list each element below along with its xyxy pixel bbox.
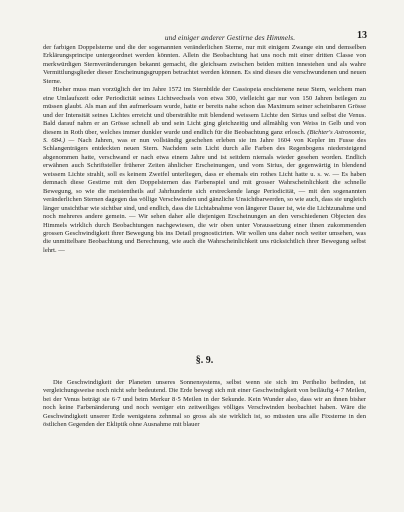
reference-citation: (Bichter's Astronomie, S. 684.) — [43, 128, 367, 144]
paragraph-2-cont: Nach Jahren, was er nun vollständig geschehen erleben sie im Jahre 1604 von Kepler im Fusse des Schlangenträgers entdeckten neuen Stern. Nachdem sein Licht durch alle Farben des Regenbogens niedersteigend abgenommen hatte, verschwand er nach etwa einem Jahre und ist seitdem niemals wieder gesehen worden. Endlich erwähnen auch Schriftsteller früherer Zeiten ähnlicher Erscheinungen, und vom Sirius, der gegenwärtig in blendend weissem Lichte strahlt, soll es keinem Zweifel unterliegen, dass er ehemals ein rothes Licht hatte u. s. w. — Es haben demnach diese Gestirne mit den Doppelsternen das Farbenspiel und mit grosser Wahrscheinlichkeit die schnelle Bewegung, so wie die meistentheils auf Jahrhunderte sich erstreckende lange Periodicität, — mit den sogenannten veränderlichen Sternen dagegen das völlige Verschwinden und gänzliche Unsichtbarwerden, so wie auch, dass sie ungleich länger unsichtbar wie sichtbar sind, und endlich, dass die Lichtabnahme von längerer Dauer ist, wie die Lichtzunahme und noch mehreres andere gemein. — Wir sehen daher alle diejenigen Erscheinungen an den verschiedenen Objecten des Himmels wirklich durch Beobachtungen nachgewiesen, die wir oben unter Voraussetzung einer ihnen zukommenden grossen Geschwindigkeit ihrer Bewegung bis ins Detail prognosticirten. Wir wollen uns daher noch weiter umsehen, was die unmittelbare Beobachtung und Berechnung, wie auch die Wahrscheinlichkeit uns rücksichtlich ihrer Bewegung selbst lehrt. — [43, 136, 366, 254]
main-text [43, 44, 366, 255]
paragraph-3: Die Geschwindigkeit der Planeten unseres Sonnensystems, selbst wenn sie sich im Perihelio befinden, ist vergleichungsweise noch nicht sehr bedeutend. Die Erde bewegt sich mit einer Geschwindigkeit von beiläufig 4·7 Meilen, bei der Venus beträgt sie 6·7 und beim Merkur 8·5 Meilen in der Sekunde. Kein Wunder also, dass wir an ihnen bisher noch keine Farbenänderung und noch weniger ein zeitweiliges völliges Verschwinden beobachtet haben. Wäre die Geschwindigkeit unserer Erde wenigstens zehnmal so gross als sie wirklich ist, so müssten uns alle Fixsterne in den östlichen Gegenden der Ekliptik ohne Ausnahme mit blauer [43, 379, 366, 429]
paragraph-2-text: Hieher muss man vorzüglich der im Jahre 1572 im Sternbilde der Cassiopeia erschienene neue Stern, welchem man eine Umlaufszeit oder Periodicität seines Lichtwechsels von etwa 300, vielleicht gar nur von 150 Jahren beilegen zu müssen glaubt. Als man auf ihn aufmerksam wurde, hatte er bereits nahe schon das Maximum seiner scheinbaren Grösse und der Intensität seines Lichtes erreicht und überstrählte mit blendend weissem Lichte den Sirius und selbst die Venus. Bald darauf nahm er an Grösse schnell ab und sein Licht ging gleichzeitig und allmählig von Weiss in Gelb und von diesem in Roth über, welches immer dunkler wurde und endlich für die Beobachtung ganz erlosch. [43, 86, 366, 136]
section-title: §. 9. [195, 355, 214, 366]
page-number: 13 [357, 30, 367, 41]
paragraph-1: der farbigen Doppelsterne und die der sogenannten veränderlichen Sterne, nur mit einigem Zwange ein und demselben Erklärungsprincipe untergeordnet werden könnten. Allein die Beobachtung hat uns noch mit einer dritten Classe von merkwürdigen Sternveränderungen bekannt gemacht, die gleichsam zwischen beiden mitten innestehen und als wahre Vermittlungsglieder dieser Erscheinungsgruppen betrachtet werden können. Es sind dieses die verschwundenen und neuen Sterne. [43, 44, 366, 85]
running-title: und einiger anderer Gestirne des Himmels. [164, 33, 296, 42]
paragraph-2 [43, 86, 366, 255]
section-text [43, 379, 366, 430]
